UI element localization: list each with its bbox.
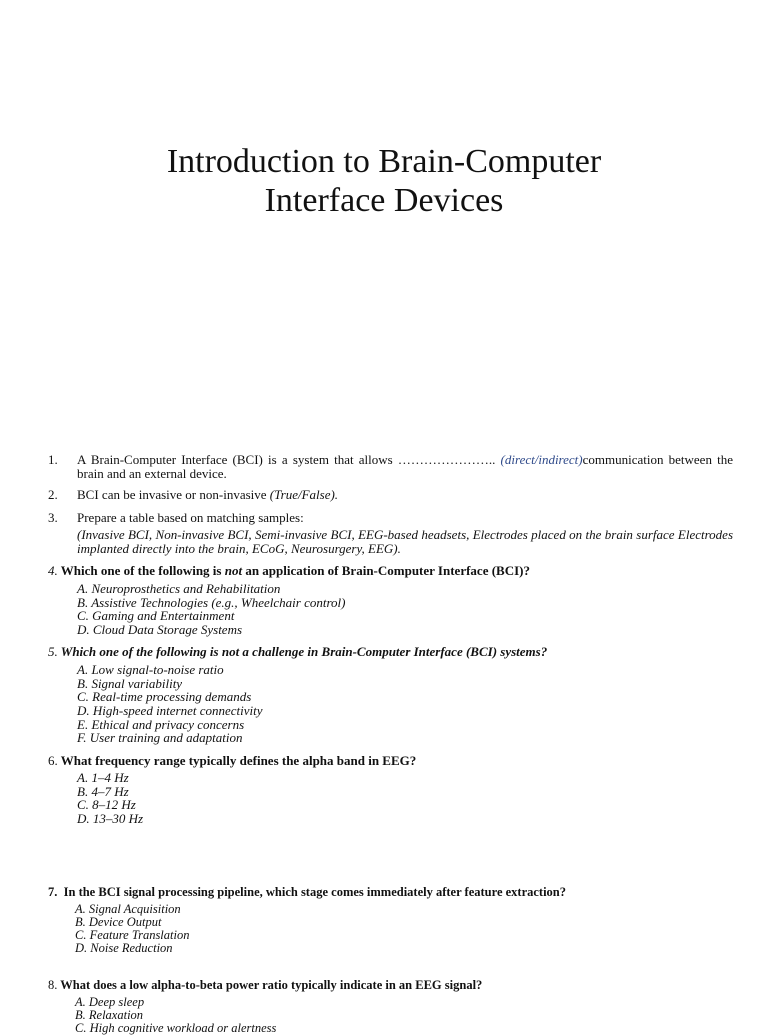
- question-7-text: [48, 885, 566, 899]
- question-4-emphasis: not: [224, 563, 243, 578]
- option: B. Signal variability: [77, 675, 183, 691]
- option: B. Device Output: [75, 915, 162, 929]
- option: C. Gaming and Entertainment: [77, 608, 235, 624]
- option: E. Ethical and privacy concerns: [77, 716, 245, 732]
- question-6-text-main: What frequency range typically defines the alpha band in EEG?: [60, 753, 417, 768]
- question-6-number: 6.: [48, 753, 58, 768]
- question-2-text: [77, 488, 733, 502]
- option: D. 13–30 Hz: [77, 811, 144, 827]
- option: A. Neuroprosthetics and Rehabilitation: [77, 581, 281, 596]
- question-4-text: [48, 564, 530, 578]
- question-8-number: 8.: [48, 978, 58, 992]
- question-7-text-main: In the BCI signal processing pipeline, which stage comes immediately after feature extraction?: [63, 885, 567, 899]
- option: A. Low signal-to-noise ratio: [77, 662, 224, 677]
- question-1-hint: (direct/indirect): [500, 452, 583, 467]
- option: C. High cognitive workload or alertness: [75, 1021, 277, 1035]
- option: A. Deep sleep: [75, 995, 145, 1009]
- question-5-text: [48, 645, 547, 659]
- question-4-text-after: an application of Brain-Computer Interface (BCI)?: [242, 563, 530, 578]
- option: F. User training and adaptation: [77, 730, 243, 746]
- question-1-text-before: A Brain-Computer Interface (BCI) is a system that allows …………………..: [77, 452, 501, 467]
- question-1-number: 1.: [48, 452, 58, 467]
- question-7-options: [75, 903, 189, 955]
- question-7-number: 7.: [48, 885, 58, 899]
- question-8-text: [48, 978, 482, 992]
- question-8-text-main: What does a low alpha-to-beta power ratio typically indicate in an EEG signal?: [60, 978, 483, 992]
- option: D. High-speed internet connectivity: [77, 703, 263, 719]
- option: B. Relaxation: [75, 1008, 144, 1022]
- question-4-text-before: Which one of the following is: [60, 563, 225, 578]
- title-line-2: Interface Devices: [264, 182, 504, 219]
- question-1-text: [77, 453, 733, 481]
- question-5-text-main: Which one of the following is not a challenge in Brain-Computer Interface (BCI) systems?: [60, 644, 548, 659]
- option: B. 4–7 Hz: [77, 783, 129, 799]
- question-4-options: [77, 582, 346, 637]
- option: C. Real-time processing demands: [77, 689, 252, 705]
- question-3-number: 3.: [48, 510, 58, 525]
- question-2-hint: (True/False).: [269, 487, 339, 502]
- question-8-options: [75, 996, 276, 1035]
- question-6-options: [77, 771, 143, 826]
- question-4-number: 4.: [48, 563, 58, 578]
- option: C. 8–12 Hz: [77, 797, 136, 813]
- question-3-text: Prepare a table based on matching samples:: [77, 510, 304, 525]
- question-3-samples: (Invasive BCI, Non-invasive BCI, Semi-invasive BCI, EEG-based headsets, Electrodes placed on the brain surface Electrodes implanted directly into the brain, ECoG, Neurosurgery, EEG).: [77, 527, 733, 556]
- option: D. Noise Reduction: [75, 941, 173, 955]
- title-line-1: Introduction to Brain-Computer: [166, 143, 602, 180]
- option: D. Cloud Data Storage Systems: [77, 622, 243, 638]
- question-6-text: [48, 754, 416, 768]
- document-title: [0, 142, 768, 220]
- question-5-options: [77, 663, 263, 745]
- question-1-text-after: communication between the brain and an external device.: [77, 452, 734, 481]
- option: A. 1–4 Hz: [77, 770, 129, 785]
- option: C. Feature Translation: [75, 928, 190, 942]
- option: A. Signal Acquisition: [75, 902, 181, 916]
- question-5-number: 5.: [48, 644, 58, 659]
- question-2-text-main: BCI can be invasive or non-invasive: [77, 487, 270, 502]
- option: B. Assistive Technologies (e.g., Wheelchair control): [77, 594, 346, 610]
- question-2-number: 2.: [48, 487, 58, 502]
